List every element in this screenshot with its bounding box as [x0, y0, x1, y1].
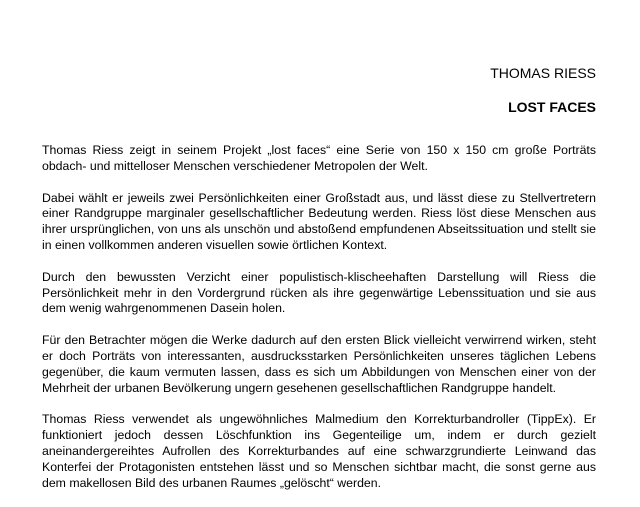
paragraph-viewer: Für den Betrachter mögen die Werke dadurch auf den ersten Blick vielleicht verwirrend wirken, steht er doch Porträts von interessanten, ausdrucksstarken Persönlichkeiten unseres täglichen Lebens gegenüber, die kaum vermuten lassen, dass es sich um Abbildungen von Menschen einer von der Mehrheit der urbanen Bevölkerung ungern gesehenen gesellschaftlichen Randgruppe handelt.	[42, 333, 596, 395]
document-body	[42, 143, 596, 507]
paragraph-intro: Thomas Riess zeigt in seinem Projekt „lost faces“ eine Serie von 150 x 150 cm große Porträts obdach- und mittelloser Menschen verschiedener Metropolen der Welt.	[42, 143, 596, 173]
author-heading: THOMAS RIESS	[490, 65, 596, 81]
document-page	[42, 0, 596, 490]
project-title: LOST FACES	[508, 99, 596, 115]
paragraph-selection: Dabei wählt er jeweils zwei Persönlichkeiten einer Großstadt aus, und lässt diese zu Stellvertretern einer Randgruppe marginaler gesellschaftlicher Bedeutung werden. Riess löst diese Menschen aus ihrer ursprünglichen, von uns als unschön und abstoßend empfundenen Abseitssituation und stellt sie in einen vollkommen anderen visuellen sowie örtlichen Kontext.	[42, 190, 596, 252]
paragraph-medium: Thomas Riess verwendet als ungewöhnliches Malmedium den Korrekturbandroller (TippEx). Er funktioniert jedoch dessen Löschfunktion ins Gegenteilige um, indem er durch gezielt aneinandergereihtes Aufrollen des Korrekturbandes auf eine schwarzgrundierte Leinwand das Konterfei der Protagonisten entstehen lässt und so Menschen sichtbar macht, die sonst gerne aus dem makellosen Bild des urbanen Raumes „gelöscht“ werden.	[42, 412, 596, 490]
paragraph-approach: Durch den bewussten Verzicht einer populistisch-klischeehaften Darstellung will Riess die Persönlichkeit mehr in den Vordergrund rücken als ihre gegenwärtige Lebenssituation und sie aus dem wenig wahrgenommenen Dasein holen.	[42, 269, 596, 316]
